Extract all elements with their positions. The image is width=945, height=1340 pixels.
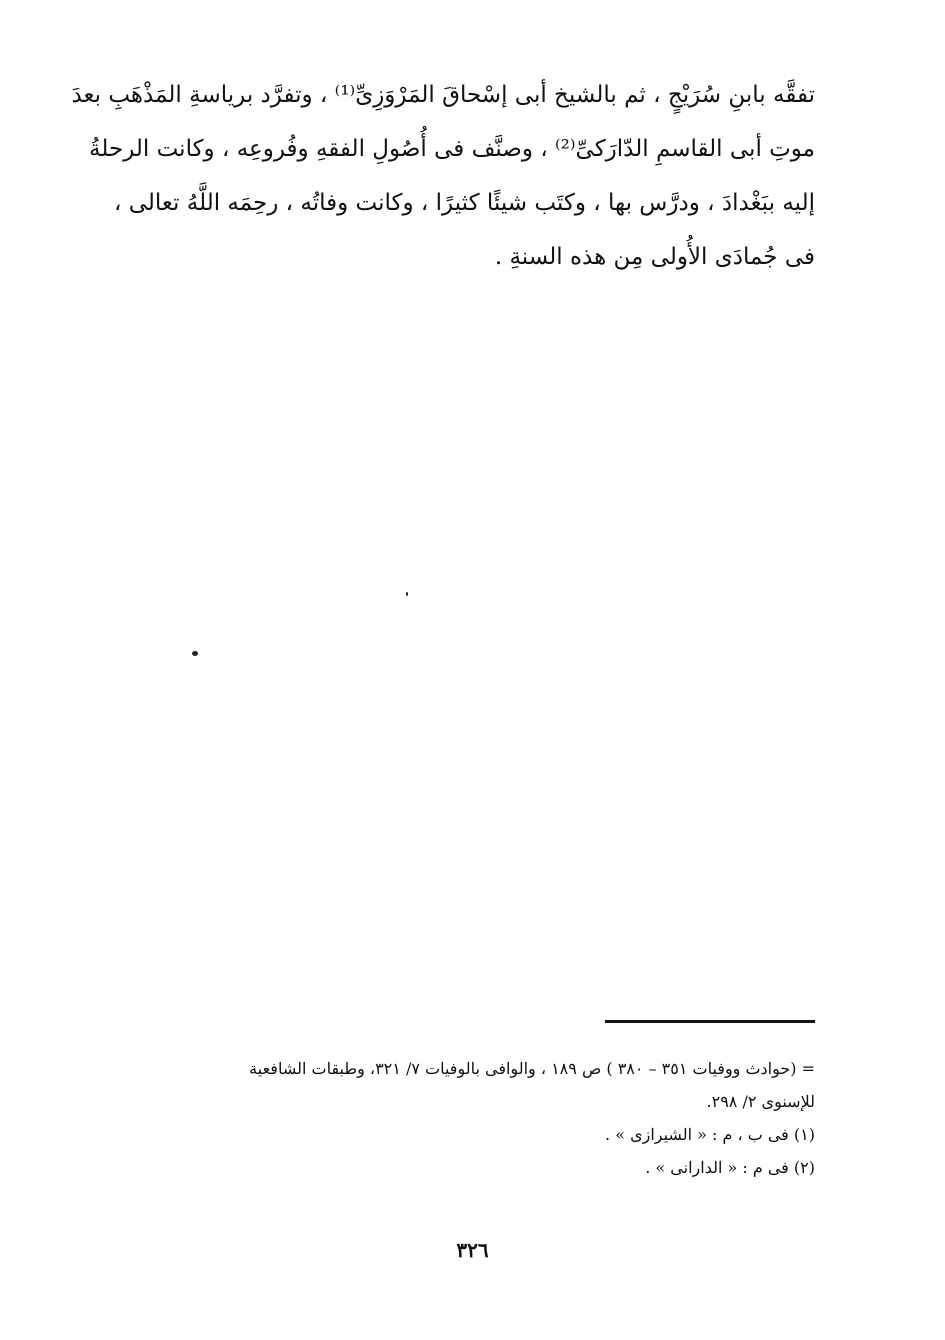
paper-speck (192, 651, 198, 656)
text-line: إليه ببَغْدادَ ، ودرَّس بها ، وكتَب شيئًا كثيرًا ، وكانت وفاتُه ، رحِمَه اللَّهُ تعالى ، (114, 190, 815, 216)
footnotes-block (100, 1052, 815, 1184)
page-number: ٣٢٦ (456, 1238, 489, 1262)
text-line: موتِ أبى القاسمِ الدّارَكىِّ⁽²⁾ ، وصنَّف فى أُصُولِ الفقهِ وفُروعِه ، وكانت الرحلةُ (89, 136, 815, 162)
text-line: فى جُمادَى الأُولى مِن هذه السنةِ . (494, 244, 815, 270)
footnote-line: (١) فى ب ، م : « الشيرازى » . (605, 1125, 815, 1144)
footnote-line: للإسنوى ٢/ ٢٩٨. (706, 1092, 815, 1111)
footnote-divider (605, 1020, 815, 1023)
footnote-line: (٢) فى م : « الدارانى » . (645, 1158, 815, 1177)
text-line: تفقَّه بابنِ سُرَيْجٍ ، ثم بالشيخ أبى إسْحاقَ المَرْوَزِىِّ⁽¹⁾ ، وتفرَّد برياسةِ المَذْهَبِ بعدَ (71, 82, 815, 108)
footnote-line: = (حوادث ووفيات ٣٥١ – ٣٨٠ ) ص ١٨٩ ، والوافى بالوفيات ٧/ ٣٢١، وطبقات الشافعية (249, 1059, 815, 1078)
main-text-block (71, 68, 815, 284)
paper-speck (406, 592, 408, 596)
